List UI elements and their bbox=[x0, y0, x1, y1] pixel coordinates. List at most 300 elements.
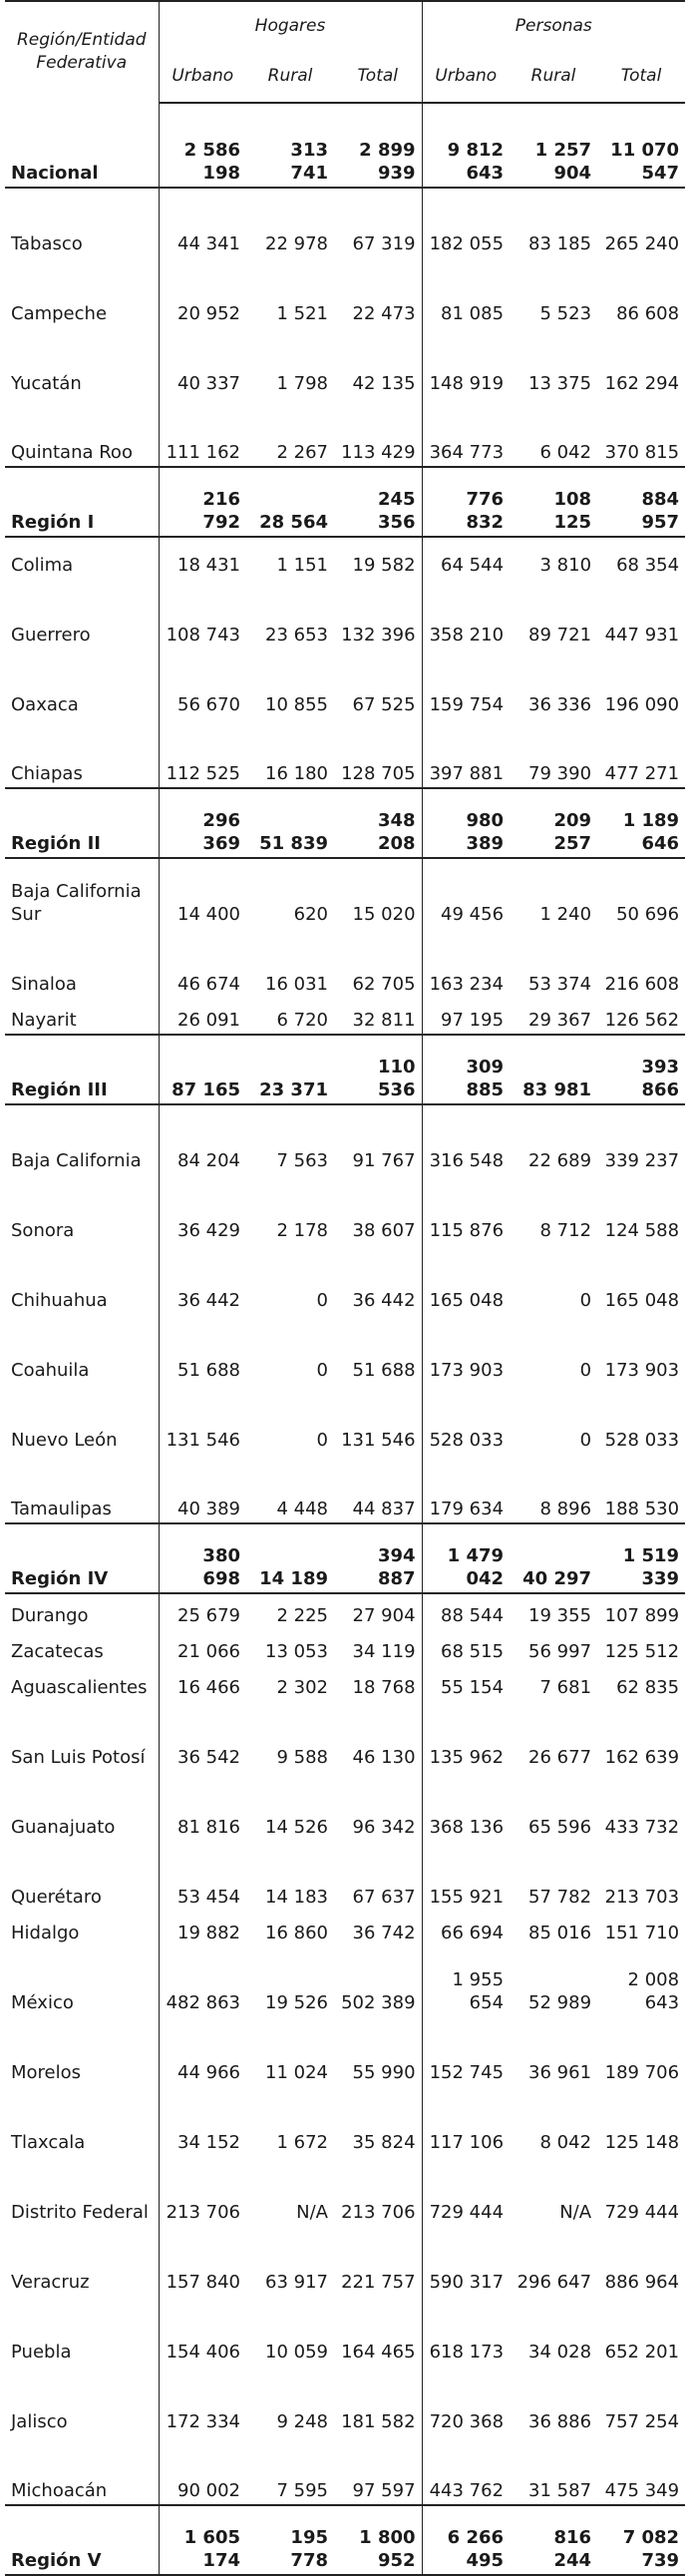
summary-row bbox=[5, 2505, 685, 2575]
cell-p-rural: 36 886 bbox=[528, 2411, 592, 2432]
table-row bbox=[5, 718, 685, 788]
row-label: Yucatán bbox=[11, 373, 82, 394]
cell-p-total: 393 866 bbox=[597, 1035, 685, 1104]
cell-p-rural: 13 375 bbox=[528, 373, 592, 394]
cell-hh-urban: 44 341 bbox=[159, 188, 246, 257]
cell-hh-urban: 87 165 bbox=[159, 1035, 246, 1104]
cell-p-urban: 364 773 bbox=[422, 397, 510, 467]
cell-hh-rural: 0 bbox=[316, 1430, 328, 1451]
cell-hh-rural: 1 521 bbox=[276, 303, 328, 324]
cell-hh-rural: 10 059 bbox=[265, 2342, 328, 2362]
cell-p-total: 151 710 bbox=[604, 1923, 680, 1943]
cell-p-rural: 89 721 bbox=[528, 625, 592, 645]
cell-hh-urban: 36 542 bbox=[159, 1701, 246, 1771]
cell-hh-total: 113 429 bbox=[341, 442, 416, 463]
cell-p-total: 7 082 739 bbox=[597, 2505, 685, 2575]
cell-hh-rural: 7 563 bbox=[276, 1150, 328, 1171]
cell-p-rural: 85 016 bbox=[528, 1923, 592, 1943]
cell-p-urban: 1 955 654 bbox=[422, 1946, 510, 2016]
cell-hh-rural: 7 595 bbox=[276, 2480, 328, 2501]
cell-p-urban: 980 389 bbox=[422, 788, 510, 858]
cell-p-total: 11 070 547 bbox=[597, 103, 685, 188]
row-label: Región II bbox=[5, 788, 159, 858]
cell-p-urban: 1 479 042 bbox=[422, 1523, 510, 1593]
cell-hh-urban: 154 406 bbox=[159, 2296, 246, 2365]
cell-p-total: 265 240 bbox=[604, 233, 680, 254]
cell-hh-urban: 1 605 174 bbox=[159, 2505, 246, 2575]
cell-p-urban: 720 368 bbox=[422, 2365, 510, 2435]
cell-hh-total: 62 705 bbox=[352, 974, 416, 995]
cell-hh-total: 128 705 bbox=[341, 763, 416, 784]
cell-p-urban: 163 234 bbox=[422, 928, 510, 998]
cell-hh-total: 34 119 bbox=[352, 1641, 416, 1662]
cell-p-urban: 159 754 bbox=[422, 648, 510, 718]
cell-p-rural: 29 367 bbox=[528, 1010, 592, 1031]
row-label: Chiapas bbox=[11, 763, 83, 784]
cell-hh-rural: 2 267 bbox=[276, 442, 328, 463]
row-label: Nacional bbox=[5, 103, 159, 188]
cell-p-total: 475 349 bbox=[604, 2480, 680, 2501]
table-row bbox=[5, 397, 685, 467]
cell-hh-total: 213 706 bbox=[341, 2202, 416, 2223]
cell-p-rural: 57 782 bbox=[528, 1887, 592, 1908]
table-row bbox=[5, 1244, 685, 1314]
cell-hh-rural: 10 855 bbox=[265, 694, 328, 715]
table-row bbox=[5, 2296, 685, 2365]
cell-p-total: 477 271 bbox=[604, 763, 680, 784]
row-label: Tlaxcala bbox=[11, 2132, 86, 2153]
cell-p-rural: 65 596 bbox=[528, 1817, 592, 1838]
cell-hh-total: 32 811 bbox=[352, 1010, 416, 1031]
cell-hh-rural: 14 183 bbox=[265, 1887, 328, 1908]
cell-p-total: 433 732 bbox=[604, 1817, 680, 1838]
cell-p-rural: 7 681 bbox=[539, 1677, 592, 1698]
table-row bbox=[5, 928, 685, 998]
cell-p-rural: 34 028 bbox=[528, 2342, 592, 2362]
cell-hh-total: 181 582 bbox=[341, 2411, 416, 2432]
row-label: Hidalgo bbox=[11, 1923, 80, 1943]
cell-p-total: 86 608 bbox=[616, 303, 680, 324]
cell-p-urban: 55 154 bbox=[422, 1665, 510, 1701]
row-label: Oaxaca bbox=[11, 694, 79, 715]
cell-p-urban: 182 055 bbox=[422, 188, 510, 257]
cell-p-urban: 618 173 bbox=[422, 2296, 510, 2365]
cell-hh-rural: 4 448 bbox=[276, 1499, 328, 1519]
cell-p-total: 165 048 bbox=[604, 1290, 680, 1311]
cell-p-rural: 5 523 bbox=[539, 303, 592, 324]
cell-hh-total: 245 356 bbox=[334, 467, 422, 537]
cell-hh-rural: 28 564 bbox=[246, 467, 334, 537]
cell-p-rural: 6 042 bbox=[539, 442, 592, 463]
table-row bbox=[5, 257, 685, 327]
cell-hh-rural: 16 180 bbox=[265, 763, 328, 784]
cell-p-total: 339 237 bbox=[604, 1150, 680, 1171]
cell-hh-urban: 36 442 bbox=[159, 1244, 246, 1314]
cell-hh-total: 51 688 bbox=[352, 1360, 416, 1381]
table-row bbox=[5, 1629, 685, 1665]
cell-p-total: 652 201 bbox=[604, 2342, 680, 2362]
cell-p-urban: 179 634 bbox=[422, 1454, 510, 1523]
cell-hh-urban: 84 204 bbox=[159, 1104, 246, 1174]
cell-hh-total: 18 768 bbox=[352, 1677, 416, 1698]
table-row bbox=[5, 327, 685, 397]
header-name-label: Región/Entidad Federativa bbox=[5, 1, 159, 103]
cell-hh-rural: 0 bbox=[316, 1360, 328, 1381]
cell-p-total: 729 444 bbox=[604, 2202, 680, 2223]
table-row bbox=[5, 1384, 685, 1454]
cell-p-total: 2 008 643 bbox=[627, 1969, 680, 2013]
cell-hh-rural: 13 053 bbox=[265, 1641, 328, 1662]
table-row bbox=[5, 2226, 685, 2296]
cell-p-urban: 115 876 bbox=[422, 1174, 510, 1244]
cell-hh-total: 67 637 bbox=[352, 1887, 416, 1908]
cell-hh-urban: 157 840 bbox=[159, 2226, 246, 2296]
cell-hh-total: 394 887 bbox=[334, 1523, 422, 1593]
cell-hh-urban: 172 334 bbox=[159, 2365, 246, 2435]
cell-p-rural: 209 257 bbox=[510, 788, 597, 858]
cell-p-total: 125 148 bbox=[604, 2132, 680, 2153]
cell-p-rural: 816 244 bbox=[510, 2505, 597, 2575]
cell-hh-total: 27 904 bbox=[352, 1605, 416, 1626]
cell-hh-rural: 1 798 bbox=[276, 373, 328, 394]
cell-p-urban: 729 444 bbox=[422, 2156, 510, 2226]
cell-hh-total: 131 546 bbox=[341, 1430, 416, 1451]
cell-hh-rural: 14 526 bbox=[265, 1817, 328, 1838]
cell-p-urban: 173 903 bbox=[422, 1314, 510, 1384]
cell-hh-total: 67 525 bbox=[352, 694, 416, 715]
cell-hh-total: 348 208 bbox=[334, 788, 422, 858]
cell-p-urban: 358 210 bbox=[422, 579, 510, 648]
cell-hh-total: 35 824 bbox=[352, 2132, 416, 2153]
cell-p-total: 528 033 bbox=[604, 1430, 680, 1451]
summary-row bbox=[5, 103, 685, 188]
cell-p-total: 1 519 339 bbox=[597, 1523, 685, 1593]
cell-p-rural: 19 355 bbox=[528, 1605, 592, 1626]
table-row bbox=[5, 1174, 685, 1244]
cell-hh-urban: 2 586 198 bbox=[159, 103, 246, 188]
cell-p-total: 884 957 bbox=[597, 467, 685, 537]
row-label: Michoacán bbox=[11, 2480, 108, 2501]
row-label: Región V bbox=[5, 2505, 159, 2575]
cell-hh-rural: 9 248 bbox=[276, 2411, 328, 2432]
table-row bbox=[5, 1946, 685, 2016]
header-col-p-total: Total bbox=[597, 52, 685, 103]
cell-hh-total: 97 597 bbox=[352, 2480, 416, 2501]
cell-p-rural: 3 810 bbox=[539, 555, 592, 576]
cell-hh-rural: 63 917 bbox=[265, 2272, 328, 2293]
cell-hh-rural: 9 588 bbox=[276, 1747, 328, 1768]
cell-hh-total: 132 396 bbox=[341, 625, 416, 645]
cell-p-rural: 22 689 bbox=[528, 1150, 592, 1171]
row-label: Región III bbox=[5, 1035, 159, 1104]
table-row bbox=[5, 1771, 685, 1841]
table-row bbox=[5, 579, 685, 648]
cell-hh-total: 36 742 bbox=[352, 1923, 416, 1943]
table-row bbox=[5, 998, 685, 1035]
table-row bbox=[5, 2435, 685, 2505]
row-label: Puebla bbox=[11, 2342, 72, 2362]
summary-row bbox=[5, 467, 685, 537]
cell-hh-urban: 56 670 bbox=[159, 648, 246, 718]
cell-hh-urban: 40 337 bbox=[159, 327, 246, 397]
table-body bbox=[5, 103, 685, 2575]
cell-p-urban: 135 962 bbox=[422, 1701, 510, 1771]
cell-p-total: 886 964 bbox=[604, 2272, 680, 2293]
cell-hh-rural: 11 024 bbox=[265, 2062, 328, 2083]
cell-p-total: 173 903 bbox=[604, 1360, 680, 1381]
cell-p-total: 213 703 bbox=[604, 1887, 680, 1908]
row-label: México bbox=[11, 1992, 74, 2013]
cell-p-rural: 79 390 bbox=[528, 763, 592, 784]
cell-p-urban: 152 745 bbox=[422, 2016, 510, 2086]
header-group-persons: Personas bbox=[422, 1, 685, 52]
row-label: Campeche bbox=[11, 303, 108, 324]
row-label: Guerrero bbox=[11, 625, 91, 645]
cell-p-total: 124 588 bbox=[604, 1220, 680, 1241]
cell-p-urban: 97 195 bbox=[422, 998, 510, 1035]
cell-p-rural: 108 125 bbox=[510, 467, 597, 537]
cell-p-urban: 155 921 bbox=[422, 1841, 510, 1911]
cell-p-urban: 88 544 bbox=[422, 1593, 510, 1629]
cell-hh-urban: 21 066 bbox=[159, 1629, 246, 1665]
cell-p-rural: 8 896 bbox=[539, 1499, 592, 1519]
header-col-p-urban: Urbano bbox=[422, 52, 510, 103]
cell-p-urban: 117 106 bbox=[422, 2086, 510, 2156]
table-row bbox=[5, 648, 685, 718]
summary-row bbox=[5, 788, 685, 858]
cell-p-total: 370 815 bbox=[604, 442, 680, 463]
row-label: Jalisco bbox=[11, 2411, 68, 2432]
cell-p-urban: 368 136 bbox=[422, 1771, 510, 1841]
cell-p-urban: 776 832 bbox=[422, 467, 510, 537]
cell-hh-urban: 18 431 bbox=[159, 537, 246, 579]
cell-hh-rural: 195 778 bbox=[246, 2505, 334, 2575]
cell-p-total: 189 706 bbox=[604, 2062, 680, 2083]
cell-p-total: 107 899 bbox=[604, 1605, 680, 1626]
row-label: Nuevo León bbox=[11, 1430, 118, 1451]
cell-hh-urban: 14 400 bbox=[159, 858, 246, 928]
row-label: Región IV bbox=[5, 1523, 159, 1593]
cell-p-urban: 64 544 bbox=[422, 537, 510, 579]
table-row bbox=[5, 1454, 685, 1523]
row-label: Zacatecas bbox=[11, 1641, 104, 1662]
cell-hh-urban: 296 369 bbox=[159, 788, 246, 858]
cell-hh-urban: 482 863 bbox=[159, 1946, 246, 2016]
cell-p-rural: 52 989 bbox=[528, 1992, 592, 2013]
cell-hh-urban: 111 162 bbox=[159, 397, 246, 467]
cell-p-rural: 1 257 904 bbox=[510, 103, 597, 188]
cell-hh-total: 96 342 bbox=[352, 1817, 416, 1838]
cell-hh-total: 22 473 bbox=[352, 303, 416, 324]
row-label: Sinaloa bbox=[11, 974, 77, 995]
cell-hh-total: 164 465 bbox=[341, 2342, 416, 2362]
cell-hh-rural: 0 bbox=[316, 1290, 328, 1311]
row-label: Guanajuato bbox=[11, 1817, 116, 1838]
row-label: Baja California bbox=[11, 1150, 142, 1171]
cell-p-rural: 36 336 bbox=[528, 694, 592, 715]
cell-p-urban: 68 515 bbox=[422, 1629, 510, 1665]
cell-hh-total: 55 990 bbox=[352, 2062, 416, 2083]
row-label: Colima bbox=[11, 555, 74, 576]
header-col-hh-urban: Urbano bbox=[159, 52, 246, 103]
table-row bbox=[5, 1593, 685, 1629]
cell-hh-rural: 16 860 bbox=[265, 1923, 328, 1943]
cell-hh-urban: 53 454 bbox=[159, 1841, 246, 1911]
cell-p-rural: 56 997 bbox=[528, 1641, 592, 1662]
cell-p-total: 162 294 bbox=[604, 373, 680, 394]
cell-p-urban: 309 885 bbox=[422, 1035, 510, 1104]
cell-hh-urban: 46 674 bbox=[159, 928, 246, 998]
row-label: Morelos bbox=[11, 2062, 82, 2083]
cell-p-rural: 36 961 bbox=[528, 2062, 592, 2083]
cell-p-total: 125 512 bbox=[604, 1641, 680, 1662]
table-row bbox=[5, 2086, 685, 2156]
row-label: Tabasco bbox=[11, 233, 83, 254]
cell-p-urban: 9 812 643 bbox=[422, 103, 510, 188]
cell-p-urban: 66 694 bbox=[422, 1911, 510, 1946]
cell-hh-urban: 90 002 bbox=[159, 2435, 246, 2505]
cell-p-total: 757 254 bbox=[604, 2411, 680, 2432]
row-label: Aguascalientes bbox=[11, 1677, 148, 1698]
cell-hh-total: 42 135 bbox=[352, 373, 416, 394]
row-label: Durango bbox=[11, 1605, 89, 1626]
cell-hh-total: 15 020 bbox=[352, 904, 416, 925]
statistics-table bbox=[5, 0, 685, 2576]
cell-hh-urban: 51 688 bbox=[159, 1314, 246, 1384]
cell-p-urban: 590 317 bbox=[422, 2226, 510, 2296]
table-row bbox=[5, 1841, 685, 1911]
cell-hh-urban: 108 743 bbox=[159, 579, 246, 648]
cell-p-urban: 316 548 bbox=[422, 1104, 510, 1174]
cell-p-urban: 443 762 bbox=[422, 2435, 510, 2505]
cell-p-total: 447 931 bbox=[604, 625, 680, 645]
cell-hh-rural: 22 978 bbox=[265, 233, 328, 254]
cell-p-urban: 397 881 bbox=[422, 718, 510, 788]
cell-hh-total: 36 442 bbox=[352, 1290, 416, 1311]
cell-p-total: 68 354 bbox=[616, 555, 680, 576]
cell-hh-rural: 23 653 bbox=[265, 625, 328, 645]
cell-hh-urban: 81 816 bbox=[159, 1771, 246, 1841]
cell-hh-total: 502 389 bbox=[341, 1992, 416, 2013]
cell-hh-rural: N/A bbox=[296, 2202, 328, 2223]
cell-p-rural: 8 712 bbox=[539, 1220, 592, 1241]
cell-p-rural: 1 240 bbox=[539, 904, 592, 925]
header-col-hh-total: Total bbox=[334, 52, 422, 103]
row-label: Querétaro bbox=[11, 1887, 102, 1908]
cell-p-urban: 528 033 bbox=[422, 1384, 510, 1454]
cell-p-rural: 8 042 bbox=[539, 2132, 592, 2153]
cell-p-total: 1 189 646 bbox=[597, 788, 685, 858]
row-label: Distrito Federal bbox=[11, 2202, 149, 2223]
cell-hh-rural: 1 672 bbox=[276, 2132, 328, 2153]
cell-p-total: 162 639 bbox=[604, 1747, 680, 1768]
row-label: Nayarit bbox=[11, 1010, 77, 1031]
cell-hh-rural: 2 302 bbox=[276, 1677, 328, 1698]
table-row bbox=[5, 1701, 685, 1771]
cell-hh-total: 1 800 952 bbox=[334, 2505, 422, 2575]
cell-hh-total: 46 130 bbox=[352, 1747, 416, 1768]
cell-p-total: 188 530 bbox=[604, 1499, 680, 1519]
header-col-p-rural: Rural bbox=[510, 52, 597, 103]
cell-hh-rural: 19 526 bbox=[265, 1992, 328, 2013]
cell-p-rural: 83 185 bbox=[528, 233, 592, 254]
cell-p-rural: 0 bbox=[579, 1430, 592, 1451]
cell-p-rural: 40 297 bbox=[510, 1523, 597, 1593]
cell-hh-rural: 1 151 bbox=[276, 555, 328, 576]
table-row bbox=[5, 188, 685, 257]
cell-p-rural: 0 bbox=[579, 1290, 592, 1311]
cell-p-urban: 6 266 495 bbox=[422, 2505, 510, 2575]
table-row bbox=[5, 2156, 685, 2226]
cell-p-rural: N/A bbox=[559, 2202, 592, 2223]
cell-hh-total: 19 582 bbox=[352, 555, 416, 576]
cell-hh-urban: 19 882 bbox=[159, 1911, 246, 1946]
cell-p-total: 126 562 bbox=[604, 1010, 680, 1031]
cell-p-urban: 148 919 bbox=[422, 327, 510, 397]
cell-p-rural: 0 bbox=[579, 1360, 592, 1381]
cell-hh-rural: 51 839 bbox=[246, 788, 334, 858]
table-row bbox=[5, 1911, 685, 1946]
table-row bbox=[5, 858, 685, 928]
cell-hh-rural: 2 225 bbox=[276, 1605, 328, 1626]
row-label: Coahuila bbox=[11, 1360, 90, 1381]
cell-hh-total: 91 767 bbox=[352, 1150, 416, 1171]
cell-hh-rural: 6 720 bbox=[276, 1010, 328, 1031]
header-group-households: Hogares bbox=[159, 1, 422, 52]
table-row bbox=[5, 1104, 685, 1174]
summary-row bbox=[5, 1035, 685, 1104]
table-row bbox=[5, 2365, 685, 2435]
cell-hh-urban: 213 706 bbox=[159, 2156, 246, 2226]
cell-hh-rural: 16 031 bbox=[265, 974, 328, 995]
cell-p-urban: 81 085 bbox=[422, 257, 510, 327]
cell-p-rural: 26 677 bbox=[528, 1747, 592, 1768]
cell-p-rural: 296 647 bbox=[516, 2272, 592, 2293]
cell-hh-urban: 16 466 bbox=[159, 1665, 246, 1701]
row-label: San Luis Potosí bbox=[11, 1747, 146, 1768]
cell-hh-rural: 2 178 bbox=[276, 1220, 328, 1241]
cell-p-urban: 49 456 bbox=[422, 858, 510, 928]
cell-hh-rural: 313 741 bbox=[246, 103, 334, 188]
cell-hh-total: 38 607 bbox=[352, 1220, 416, 1241]
cell-hh-urban: 36 429 bbox=[159, 1174, 246, 1244]
cell-hh-urban: 25 679 bbox=[159, 1593, 246, 1629]
cell-hh-total: 67 319 bbox=[352, 233, 416, 254]
cell-hh-total: 110 536 bbox=[334, 1035, 422, 1104]
cell-hh-total: 221 757 bbox=[341, 2272, 416, 2293]
cell-hh-urban: 40 389 bbox=[159, 1454, 246, 1523]
cell-p-total: 50 696 bbox=[616, 904, 680, 925]
cell-hh-urban: 216 792 bbox=[159, 467, 246, 537]
cell-p-rural: 31 587 bbox=[528, 2480, 592, 2501]
row-label: Región I bbox=[5, 467, 159, 537]
table-row bbox=[5, 2016, 685, 2086]
header-col-hh-rural: Rural bbox=[246, 52, 334, 103]
cell-p-urban: 165 048 bbox=[422, 1244, 510, 1314]
table-row bbox=[5, 537, 685, 579]
cell-hh-urban: 112 525 bbox=[159, 718, 246, 788]
cell-p-rural: 83 981 bbox=[510, 1035, 597, 1104]
summary-row bbox=[5, 1523, 685, 1593]
cell-p-rural: 53 374 bbox=[528, 974, 592, 995]
row-label: Baja California Sur bbox=[11, 881, 142, 925]
cell-hh-total: 44 837 bbox=[352, 1499, 416, 1519]
cell-hh-total: 2 899 939 bbox=[334, 103, 422, 188]
row-label: Chihuahua bbox=[11, 1290, 108, 1311]
cell-hh-urban: 26 091 bbox=[159, 998, 246, 1035]
table-row bbox=[5, 1314, 685, 1384]
row-label: Tamaulipas bbox=[11, 1499, 112, 1519]
